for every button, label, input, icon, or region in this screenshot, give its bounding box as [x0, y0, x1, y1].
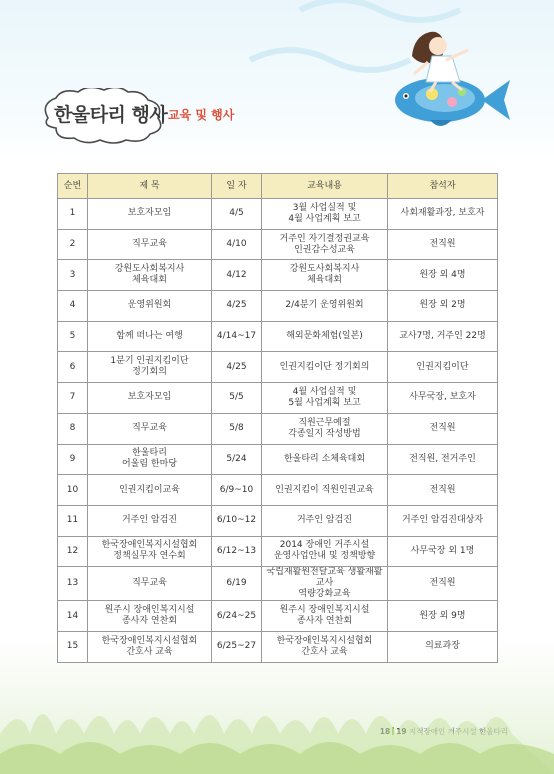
- cell-date: 4/25: [212, 291, 262, 322]
- col-header-title: 제 목: [88, 174, 212, 199]
- fish-illustration: [395, 78, 510, 126]
- cell-date: 6/12~13: [212, 536, 262, 567]
- table-row: [58, 536, 498, 567]
- cell-content: 한국장애인복지시설협회 간호사 교육: [262, 631, 388, 662]
- cell-title: 직무교육: [88, 413, 212, 444]
- cell-date: 4/10: [212, 229, 262, 260]
- col-header-number: 순번: [58, 174, 88, 199]
- cell-number: 5: [58, 321, 88, 352]
- table-row: [58, 383, 498, 414]
- cell-date: 6/10~12: [212, 505, 262, 536]
- cell-attendees: 사무국장, 보호자: [388, 383, 498, 414]
- cell-date: 6/25~27: [212, 631, 262, 662]
- cell-date: 5/5: [212, 383, 262, 414]
- table-row: [58, 505, 498, 536]
- cell-date: 4/12: [212, 260, 262, 291]
- cell-content: 2/4분기 운영위원회: [262, 291, 388, 322]
- table-row: [58, 321, 498, 352]
- col-header-content: 교육내용: [262, 174, 388, 199]
- cell-date: 4/5: [212, 199, 262, 230]
- cell-date: 6/19: [212, 567, 262, 601]
- cell-attendees: 전직원: [388, 229, 498, 260]
- cell-title: 1분기 인권지킴이단 정기회의: [88, 352, 212, 383]
- table-row: [58, 567, 498, 601]
- cell-date: 4/14~17: [212, 321, 262, 352]
- cell-content: 국립재활원전달교육 생활재활교사 역량강화교육: [262, 567, 388, 601]
- table-header-row: [58, 174, 498, 199]
- col-header-date: 일 자: [212, 174, 262, 199]
- cell-title: 직무교육: [88, 229, 212, 260]
- col-header-attendees: 참석자: [388, 174, 498, 199]
- cell-number: 14: [58, 601, 88, 632]
- cell-attendees: 전직원: [388, 413, 498, 444]
- cell-title: 한울타리 어울림 한마당: [88, 444, 212, 475]
- cell-attendees: 사무국장 외 1명: [388, 536, 498, 567]
- cell-number: 15: [58, 631, 88, 662]
- cell-title: 원주시 장애인복지시설 종사자 연찬회: [88, 601, 212, 632]
- table-row: [58, 229, 498, 260]
- table-row: [58, 413, 498, 444]
- cell-number: 7: [58, 383, 88, 414]
- cell-content: 2014 장애인 거주시설 운영사업안내 및 정책방향: [262, 536, 388, 567]
- cell-title: 강원도사회복지사 체육대회: [88, 260, 212, 291]
- cell-attendees: 원장 외 2명: [388, 291, 498, 322]
- cell-number: 11: [58, 505, 88, 536]
- cell-number: 8: [58, 413, 88, 444]
- table-row: [58, 475, 498, 506]
- table-row: [58, 199, 498, 230]
- table-row: [58, 444, 498, 475]
- cell-date: 5/24: [212, 444, 262, 475]
- cell-date: 6/24~25: [212, 601, 262, 632]
- cell-attendees: 교사7명, 거주인 22명: [388, 321, 498, 352]
- table-row: [58, 601, 498, 632]
- cell-content: 인권지킴이단 정기회의: [262, 352, 388, 383]
- cell-date: 5/8: [212, 413, 262, 444]
- cell-title: 함께 떠나는 여행: [88, 321, 212, 352]
- cell-content: 4월 사업실적 및 5월 사업계획 보고: [262, 383, 388, 414]
- cell-title: 직무교육: [88, 567, 212, 601]
- page-title: 한울타리 행사: [54, 104, 168, 126]
- cell-title: 보호자모임: [88, 199, 212, 230]
- cell-title: 인권지킴이교육: [88, 475, 212, 506]
- cell-number: 10: [58, 475, 88, 506]
- cell-date: 4/25: [212, 352, 262, 383]
- cell-number: 6: [58, 352, 88, 383]
- page-subtitle: 교육 및 행사: [168, 108, 235, 122]
- cell-attendees: 전직원: [388, 567, 498, 601]
- cell-attendees: 의료과장: [388, 631, 498, 662]
- cell-content: 원주시 장애인복지시설 종사자 연찬회: [262, 601, 388, 632]
- cell-content: 거주인 자기결정권교육 인권감수성교육: [262, 229, 388, 260]
- cell-attendees: 사회재활과장, 보호자: [388, 199, 498, 230]
- cell-attendees: 전직원, 전거주인: [388, 444, 498, 475]
- cell-content: 3월 사업실적 및 4월 사업계획 보고: [262, 199, 388, 230]
- cell-number: 9: [58, 444, 88, 475]
- cell-title: 한국장애인복지시설협회 간호사 교육: [88, 631, 212, 662]
- cell-title: 거주인 암검진: [88, 505, 212, 536]
- cell-attendees: 원장 외 9명: [388, 601, 498, 632]
- events-table: [57, 173, 498, 663]
- cell-number: 13: [58, 567, 88, 601]
- table-row: [58, 260, 498, 291]
- table-row: [58, 352, 498, 383]
- cell-content: 해외문화체험(일본): [262, 321, 388, 352]
- cell-title: 한국장애인복지시설협회 정책실무자 연수회: [88, 536, 212, 567]
- cell-attendees: 인권지킴이단: [388, 352, 498, 383]
- cell-number: 12: [58, 536, 88, 567]
- cell-number: 1: [58, 199, 88, 230]
- cell-content: 거주인 암검진: [262, 505, 388, 536]
- cell-content: 강원도사회복지사 체육대회: [262, 260, 388, 291]
- cell-title: 보호자모임: [88, 383, 212, 414]
- cell-number: 2: [58, 229, 88, 260]
- grass-decoration: [0, 664, 554, 774]
- table-row: [58, 291, 498, 322]
- cell-attendees: 전직원: [388, 475, 498, 506]
- cell-attendees: 거주인 암검진대상자: [388, 505, 498, 536]
- cell-content: 한울타리 소체육대회: [262, 444, 388, 475]
- cell-attendees: 원장 외 4명: [388, 260, 498, 291]
- cell-content: 인권지킴이 직원인권교육: [262, 475, 388, 506]
- cell-date: 6/9~10: [212, 475, 262, 506]
- table-row: [58, 631, 498, 662]
- cell-number: 4: [58, 291, 88, 322]
- cell-content: 직원근무예절 각종일지 작성방법: [262, 413, 388, 444]
- cell-number: 3: [58, 260, 88, 291]
- cell-title: 운영위원회: [88, 291, 212, 322]
